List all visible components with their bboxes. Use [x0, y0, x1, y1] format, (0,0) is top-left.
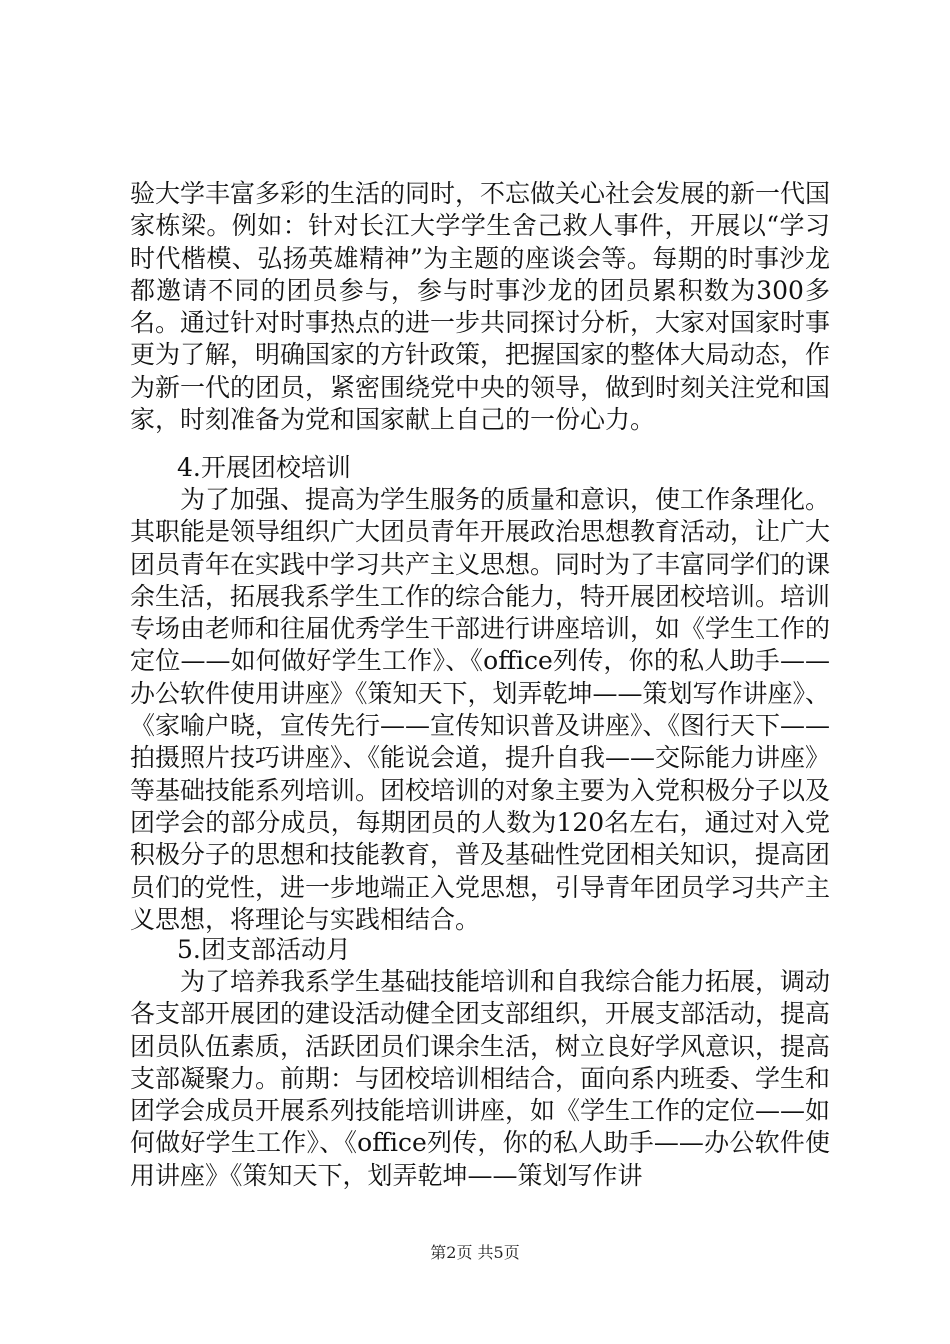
page-footer: 第2页 共5页 [430, 1243, 520, 1262]
section-heading-4: 4.开展团校培训 [177, 453, 351, 482]
body-paragraph: 为了加强、提高为学生服务的质量和意识，使工作条理化。其职能是领导组织广大团员青年开展政治思想教育活动，让广大团员青年在实践中学习共产主义思想。同时为了丰富同学们的课余生活，拓展我系学生工作的综合能力，特开展团校培训。培训专场由老师和往届优秀学生干部进行讲座培训，如《学生工作的定位——如何做好学生工作》、《office列传，你的私人助手——办公软件使用讲座》《策知天下，划弄乾坤——策划写作讲座》、《家喻户晓，宣传先行——宣传知识普及讲座》、《图行天下——拍摄照片技巧讲座》、《能说会道，提升自我——交际能力讲座》等基础技能系列培训。团校培训的对象主要为入党积极分子以及团学会的部分成员，每期团员的人数为120名左右，通过对入党积极分子的思想和技能教育，普及基础性党团相关知识，提高团员们的党性，进一步地端正入党思想，引导青年团员学习共产主义思想，将理论与实践相结合。 [130, 485, 831, 934]
body-paragraph: 为了培养我系学生基础技能培训和自我综合能力拓展，调动各支部开展团的建设活动健全团支部组织，开展支部活动，提高团员队伍素质，活跃团员们课余生活，树立良好学风意识，提高支部凝聚力。前期：与团校培训相结合，面向系内班委、学生和团学会成员开展系列技能培训讲座，如《学生工作的定位——如何做好学生工作》、《office列传，你的私人助手——办公软件使用讲座》《策知天下，划弄乾坤——策划写作讲 [130, 967, 831, 1190]
section-heading-5: 5.团支部活动月 [177, 935, 351, 964]
body-paragraph: 验大学丰富多彩的生活的同时，不忘做关心社会发展的新一代国家栋梁。例如：针对长江大学学生舍己救人事件，开展以“学习时代楷模、弘扬英雄精神”为主题的座谈会等。每期的时事沙龙都邀请不同的团员参与，参与时事沙龙的团员累积数为300多名。通过针对时事热点的进一步共同探讨分析，大家对国家时事更为了解，明确国家的方针政策，把握国家的整体大局动态，作为新一代的团员，紧密围绕党中央的领导，做到时刻关注党和国家，时刻准备为党和国家献上自己的一份心力。 [130, 179, 831, 435]
